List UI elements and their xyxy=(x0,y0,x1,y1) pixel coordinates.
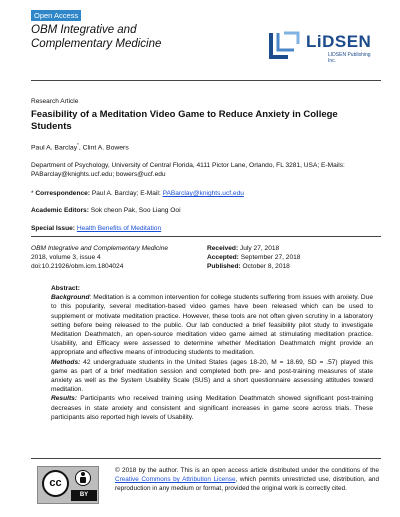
header-divider xyxy=(31,80,381,81)
editors-label: Academic Editors: xyxy=(31,207,89,214)
published-label: Published: xyxy=(207,263,241,270)
cc-icon: cc xyxy=(42,470,69,497)
corr-text: Paul A. Barclay; E-Mail: xyxy=(90,190,163,197)
journal-name xyxy=(31,23,231,51)
publisher-logo xyxy=(268,30,378,64)
published-date xyxy=(207,262,377,271)
footer-divider xyxy=(31,458,381,459)
license-text-after: , which permits unrestricted use, distribution, and reproduction in any medium or format, provided the original work is correctly cited. xyxy=(115,476,379,492)
publisher-logo-subtitle: LIDSEN Publishing Inc. xyxy=(328,52,371,64)
corr-email-link[interactable]: PABarclay@knights.ucf.edu xyxy=(162,190,244,197)
journal-name-line2: Complementary Medicine xyxy=(31,38,162,50)
abstract-results xyxy=(51,394,373,422)
publisher-logo-icon xyxy=(268,30,302,60)
accepted-date xyxy=(207,253,377,262)
meta-divider xyxy=(31,236,381,237)
citation-journal: OBM Integrative and Complementary Medicine xyxy=(31,245,169,252)
author-name: , Clint A. Bowers xyxy=(78,144,129,152)
background-text: : Meditation is a common intervention for college students suffering from issues with anxiety. Due to this popularity, several meditation-based video games have been released which can be used to supplement or motivate meditation practice. However, these tools are not often given scrutiny in a laboratory setting before being released to the public. Our lab conducted a brief feasibility pilot study to investigate Meditation Deathmatch, an open-source meditation video game aimed at stimulating meditation practice. Usability, and Efficacy were assessed to determine whether Meditation Deathmatch might provide an appropriate and effective means of introducing students to meditation. xyxy=(51,294,373,357)
abstract-background xyxy=(51,293,373,357)
abstract-methods xyxy=(51,358,373,395)
attribution-person-icon xyxy=(75,470,91,486)
academic-editors xyxy=(31,207,181,214)
citation-doi: doi:10.21926/obm.icm.1804024 xyxy=(31,263,124,270)
methods-label: Methods: xyxy=(51,358,81,366)
results-text: Participants who received training using Meditation Deathmatch showed significant post-training decreases in state anxiety and consistent and significant increases in game score across trials. These participants also reported high levels of Usability. xyxy=(51,395,373,421)
special-issue-link[interactable]: Health Benefits of Meditation xyxy=(76,225,162,232)
results-label: Results: xyxy=(51,395,78,403)
accepted-label: Accepted: xyxy=(207,254,239,261)
cc-by-label: BY xyxy=(71,490,97,501)
correspondence xyxy=(31,190,244,197)
corr-asterisk: * xyxy=(31,190,36,197)
published-value: October 8, 2018 xyxy=(240,263,290,270)
methods-text: 42 undergraduate students in the United States (ages 18-20, M = 18.69, SD = .57) played this game as part of a brief meditation session and completed both pre- and post-training measures of state anxiety as well as the System Usability Scale (SUS) and a short questionnaire assessing attitudes toward meditation. xyxy=(51,358,373,394)
editors-names: Sok cheon Pak, Soo Liang Ooi xyxy=(88,207,181,214)
special-issue-label: Special Issue: xyxy=(31,225,75,232)
abstract-heading: Abstract: xyxy=(51,285,80,292)
corr-label: Correspondence: xyxy=(35,190,90,197)
dates-block xyxy=(207,244,377,271)
article-title: Feasibility of a Meditation Video Game to Reduce Anxiety in College Students xyxy=(31,109,338,132)
citation-block xyxy=(31,244,196,271)
license-text xyxy=(115,466,379,493)
author-name: Paul A. Barclay xyxy=(31,144,78,152)
background-label: Background xyxy=(51,294,90,302)
open-access-badge: Open Access xyxy=(31,10,81,21)
received-label: Received: xyxy=(207,245,239,252)
author-list xyxy=(31,142,129,151)
journal-name-line1: OBM Integrative and xyxy=(31,24,137,36)
license-link[interactable]: Creative Commons by Attribution License xyxy=(115,476,236,483)
article-type: Research Article xyxy=(31,98,79,105)
publisher-logo-name: LiDSEN xyxy=(306,32,372,51)
license-text-before: © 2018 by the author. This is an open access article distributed under the conditions of the xyxy=(115,467,379,474)
accepted-value: September 27, 2018 xyxy=(238,254,301,261)
abstract xyxy=(51,284,373,422)
received-value: July 27, 2018 xyxy=(238,245,280,252)
received-date xyxy=(207,244,377,253)
cc-by-license-badge[interactable] xyxy=(37,466,99,504)
corresponding-mark: * xyxy=(77,142,79,147)
special-issue xyxy=(31,225,161,232)
citation-volume: 2018, volume 3, issue 4 xyxy=(31,254,101,261)
affiliation: Department of Psychology, University of Central Florida, 4111 Pictor Lane, Orlando, FL 3281, USA; E-Mails: PABarclay@knights.ucf.edu; bowers@ucf.edu xyxy=(31,162,345,178)
